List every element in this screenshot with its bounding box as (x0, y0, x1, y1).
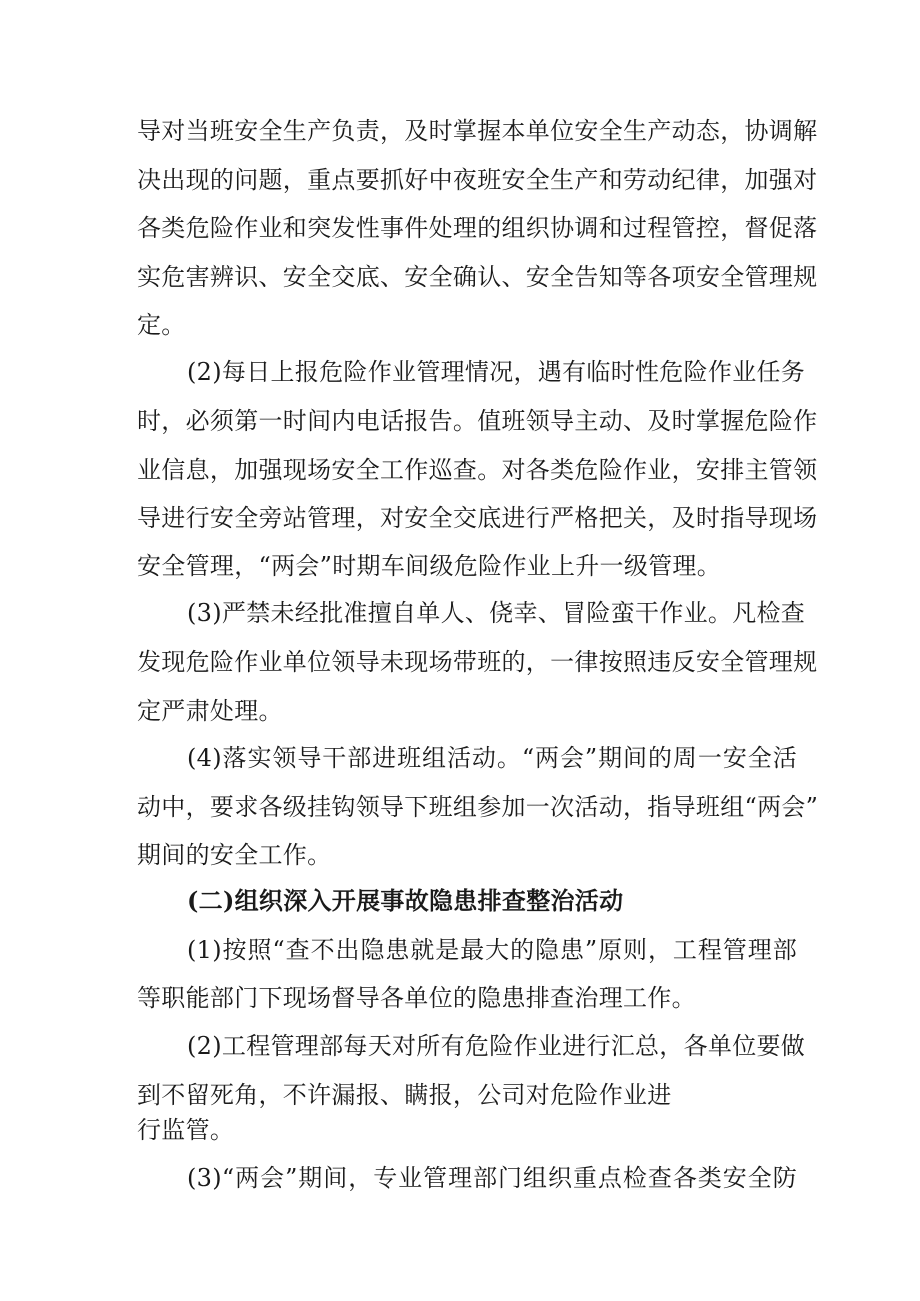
paragraph-3-line-3: 定严肃处理。 (137, 697, 283, 725)
section-heading: (二)组织深入开展事故隐患排查整治活动 (187, 886, 624, 915)
paragraph-6-line-1: (2)工程管理部每天对所有危险作业进行汇总，各单位要做 (187, 1032, 806, 1060)
paragraph-6-line-2: 到不留死角，不许漏报、瞒报，公司对危险作业进 (137, 1081, 672, 1109)
paragraph-1-line-1: 导对当班安全生产负责，及时掌握本单位安全生产动态，协调解 (137, 117, 818, 145)
paragraph-2-line-1: (2)每日上报危险作业管理情况，遇有临时性危险作业任务 (187, 358, 806, 386)
paragraph-4-line-2: 动中，要求各级挂钩领导下班组参加一次活动，指导班组“两会” (137, 793, 819, 821)
paragraph-2-line-4: 导进行安全旁站管理，对安全交底进行严格把关，及时指导现场 (137, 504, 818, 532)
paragraph-2-line-2: 时，必须第一时间内电话报告。值班领导主动、及时掌握危险作 (137, 407, 818, 435)
paragraph-3-line-2: 发现危险作业单位领导未现场带班的，一律按照违反安全管理规 (137, 648, 818, 676)
paragraph-2-line-3: 业信息，加强现场安全工作巡查。对各类危险作业，安排主管领 (137, 456, 818, 484)
paragraph-1-line-5: 定。 (137, 311, 186, 339)
paragraph-5-line-2: 等职能部门下现场督导各单位的隐患排查治理工作。 (137, 984, 696, 1012)
paragraph-5-line-1: (1)按照“查不出隐患就是最大的隐患”原则，工程管理部 (187, 936, 797, 964)
paragraph-3-line-1: (3)严禁未经批准擅自单人、侥幸、冒险蛮干作业。凡检查 (187, 599, 806, 627)
paragraph-4-line-3: 期间的安全工作。 (137, 841, 332, 869)
paragraph-1-line-2: 决出现的问题，重点要抓好中夜班安全生产和劳动纪律，加强对 (137, 166, 818, 194)
paragraph-7-line-1: (3)“两会”期间，专业管理部门组织重点检查各类安全防 (187, 1164, 797, 1192)
paragraph-1-line-3: 各类危险作业和突发性事件处理的组织协调和过程管控，督促落 (137, 214, 818, 242)
paragraph-4-line-1: (4)落实领导干部进班组活动。“两会”期间的周一安全活 (187, 744, 797, 772)
paragraph-2-line-5: 安全管理，“两会”时期车间级危险作业上升一级管理。 (137, 552, 722, 580)
paragraph-1-line-4: 实危害辨识、安全交底、安全确认、安全告知等各项安全管理规 (137, 263, 818, 291)
paragraph-6-line-3: 行监管。 (137, 1116, 235, 1144)
